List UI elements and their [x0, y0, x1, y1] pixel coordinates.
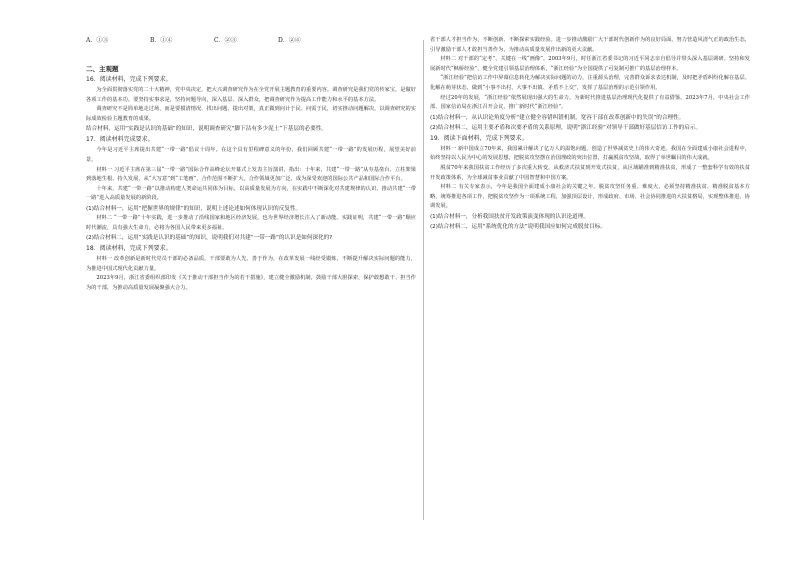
question-19-title: 19．阅读下面材料，完成下列要求。 — [430, 134, 528, 142]
q18-material-1-continued: 省干部人才担当作为，不断创新、不断探索实践经验。进一步推动激励广大干部时代创新作为的良好局面，努力营造风清气正的政治生态，引导激励干部人才敢担当善作为，为推动高质量发展作出新的更大贡献。 — [430, 37, 750, 53]
q17-material-2: 材料二 “一带一路”十年实践，进一步推动了沿线国家和地区经济发展，也为世界经济增长注入了新动能。实践证明，共建“一带一路”顺应时代潮流，具有强大生命力，必将为各国人民带来更多福祉。 — [86, 214, 416, 231]
q18-requirement-1: (1)结合材料一，从认识论角度分析“建立健全容错纠错机制，宽容干部在改革创新中的失误”的合理性。 — [430, 114, 685, 121]
right-column — [430, 36, 750, 232]
q16-paragraph-2: 调查研究不是简单地走过场，而是要摸清情况、找出问题、提出对策，真正做到问计于民、问需于民，切实推动问题解决，以调查研究的实际成效检验主题教育的成果。 — [86, 106, 416, 122]
question-17-title: 17．阅读材料完成要求。 — [86, 136, 154, 144]
option-a: A．①③ — [86, 37, 109, 44]
q18-requirement-2: (2)结合材料二，运用主要矛盾和次要矛盾的关系原理，说明“浙江经验”对领导干部做好基层信访工作的启示。 — [430, 124, 702, 131]
option-d: D．②④ — [278, 37, 301, 44]
option-b: B．①④ — [150, 37, 173, 44]
q19-material-1b: 脱贫70年来我国扶贫工作经历了多次重大转变，从救济式扶贫到开发式扶贫，从区域瞄准到精准扶贫，形成了一整套科学有效的扶贫开发政策体系，为全球减贫事业贡献了中国智慧和中国方案。 — [430, 164, 750, 181]
q18-material-2c: 经过20年的发展，“浙江经验”依然展现出强大的生命力，为新时代推进基层治理现代化提供了有益借鉴。2023年7月，中央社会工作部、国家信访局在浙江召开会议，推广新时代“浙江经验”。 — [430, 94, 750, 111]
q16-paragraph-1: 为全面贯彻落实党的二十大精神，党中央决定，把大兴调查研究作为在全党开展主题教育的重要内容。调查研究是我们党的传家宝，是做好各项工作的基本功。要坚持实事求是，坚持问题导向，深入基层、深入群众，把调查研究作为提高工作能力和水平的基本方法。 — [86, 87, 416, 103]
q18-material-2: 材料二 对干部的“定考”，关键在一线“画像”。2003年9月，时任浙江省委书记的习近平同志亲自倡导并带头深入基层调研。坚持和发展新时代“枫桥经验”，健全党建引领基层治理体系，“浙江经验”为全国提供了可复制可推广的基层治理样本。 — [430, 56, 750, 72]
left-column — [86, 36, 416, 294]
question-16-title: 16．阅读材料，完成下列要求。 — [86, 76, 172, 83]
q17-material-1: 材料一 习近平主席在第三届“一带一路”国际合作高峰论坛开幕式上发表主旨演讲，指出：十年来，共建“一带一路”从夯基垒台、立柱架梁到落地生根、持久发展，从“大写意”到“工笔画”，合作范围不断扩大，合作领域更加广泛，成为深受欢迎的国际公共产品和国际合作平台。 — [86, 166, 416, 183]
q18-material-2b: “浙江经验”把信访工作中屏幕信息转化为解决实际问题的动力，注重源头治理，完善群众诉求表达机制，及时把矛盾纠纷化解在基层、化解在萌芽状态，做到“小事不出村、大事不出镇、矛盾不上交”，发挥了基层治理的示范引领作用。 — [430, 75, 750, 91]
q19-material-2: 材料二 有关专家表示，今年是我国全面建成小康社会的关键之年。脱贫攻坚任务重、难度大，必须坚持精准扶贫、精准脱贫基本方略，统筹推进各项工作，把脱贫攻坚作为一项系统工程，加强顶层设计，形成政府、市场、社会协同推进的大扶贫格局，实现整体推进、协调发展。 — [430, 184, 750, 210]
section-title: 二、主观题 — [86, 65, 119, 73]
option-c: C．②③ — [214, 37, 237, 44]
answer-options — [86, 36, 416, 45]
q17-requirement-1: (1)结合材料一，运用“把握世界的规律”的知识，说明上述论述如何体现认识的反复性。 — [86, 205, 302, 212]
q19-material-1: 材料一 新中国成立70年来，我国累计解决了亿万人的温饱问题，创造了世界减贫史上的伟大奇迹。我国在全面建成小康社会进程中，始终坚持以人民为中心的发展思想，把脱贫攻坚摆在治国理政的突出位置，打赢脱贫攻坚战，取得了举世瞩目的伟大成就。 — [430, 145, 750, 162]
q19-requirement-2: (2)结合材料二，运用“系统优化的方法”说明我国应如何完成脱贫目标。 — [430, 223, 606, 230]
question-18-title: 18．阅读材料，完成下列要求。 — [86, 245, 172, 253]
q18-material-1: 材料一 改革创新是新时代党员干部的必备品质。干部要敢为人先、善于作为，在改革发展一线经受锻炼，不断提升解决实际问题的能力，为推进中国式现代化贡献力量。 — [86, 256, 416, 272]
q16-requirement: 结合材料，运用“实践是认识的基础”的知识，说明调查研究“脚下沾有多少泥土”下基层的必要性。 — [86, 126, 327, 133]
q17-requirement-2: (2)结合材料二，运用“实践是认识的基础”的知识，说明我们对共建“一带一路”的认识是如何深化的? — [86, 235, 333, 242]
q17-intro: 今年是习近平主席提出共建“一带一路”倡议十周年。在这个具有里程碑意义的年份，我们回顾共建“一带一路”的发展历程，展望美好前景。 — [86, 147, 416, 163]
q18-material-1b: 2023年9月，浙江省委组织部印发《关于推动干部担当作为的若干措施》，建立健全激励机制，鼓励干部大胆探索，保护敢想敢干、担当作为的干部，为推动高质量发展凝聚强大合力。 — [86, 275, 416, 291]
q19-requirement-1: (1)结合材料一，分析我国扶贫开发政策演变体现的认识论道理。 — [430, 213, 589, 220]
column-divider — [423, 40, 424, 520]
q17-material-1b: 十年来，共建“一带一路”以推动构建人类命运共同体为目标，以高质量发展为方向，在实践中不断深化对共建规律的认识，推动共建“一带一路”进入高质量发展的新阶段。 — [86, 185, 416, 202]
